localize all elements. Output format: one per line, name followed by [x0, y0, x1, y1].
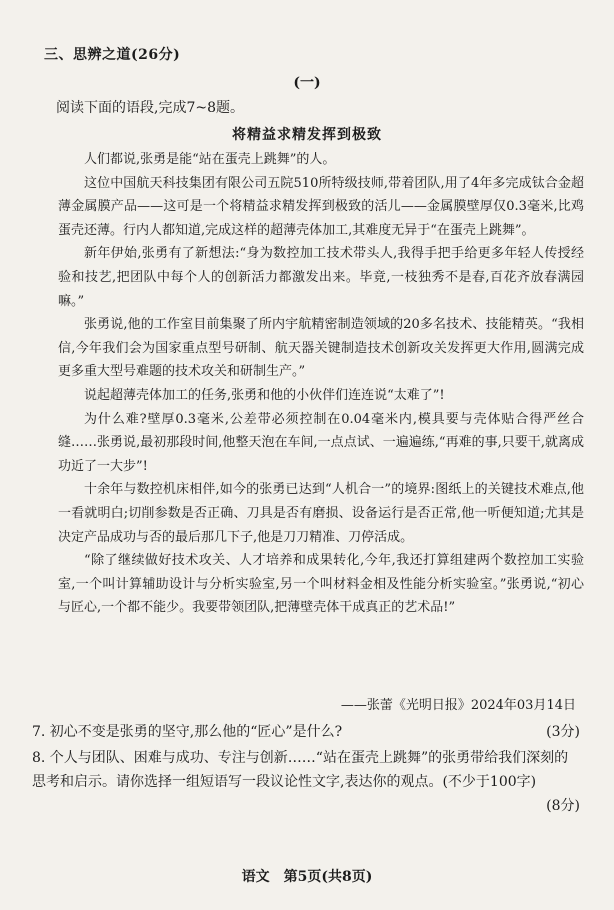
subsection-label: (一) — [293, 75, 321, 91]
article-paragraph: 为什么难?壁厚0.3毫米,公差带必须控制在0.04毫米内,模具要与壳体贴合得严丝合缝……张勇说,最初那段时间,他整天泡在车间,一点点试、一遍遍练,“再难的事,只要干,就离成功近了一大步”! — [58, 411, 584, 474]
article-paragraph: 人们都说,张勇是能“站在蛋壳上跳舞”的人。 — [84, 152, 336, 167]
question-text: 7. 初心不变是张勇的坚守,那么他的“匠心”是什么? — [32, 724, 343, 740]
article-paragraph: “除了继续做好技术攻关、人才培养和成果转化,今年,我还打算组建两个数控加工实验室,一个叫计算辅助设计与分析实验室,另一个叫材料金相及性能分析实验室。”张勇说,“初心与匠心,一个都不能少。我要带领团队,把薄壁壳体干成真正的艺术品!” — [58, 553, 584, 616]
article-paragraph: 新年伊始,张勇有了新想法:“身为数控加工技术带头人,我得手把手给更多年轻人传授经验和技艺,把团队中每个人的创新活力都激发出来。毕竟,一枝独秀不是春,百花齐放春满园嘛。” — [58, 246, 584, 309]
article-body — [58, 148, 584, 620]
article-paragraph: 十余年与数控机床相伴,如今的张勇已达到“人机合一”的境界:图纸上的关键技术难点,他一看就明白;切削参数是否正确、刀具是否有磨损、设备运行是否正常,他一听便知道;尤其是决定产品成功与否的最后那几下子,他是刀刀精准、刀停活成。 — [58, 482, 584, 545]
question-score: (3分) — [546, 724, 580, 740]
article-paragraph: 这位中国航天科技集团有限公司五院510所特级技师,带着团队,用了4年多完成钛合金超薄金属膜产品——这可是一个将精益求精发挥到极致的活儿——金属膜壁厚仅0.3毫米,比鸡蛋壳还薄。行内人都知道,完成这样的超薄壳体加工,其难度无异于“在蛋壳上跳舞”。 — [58, 175, 584, 238]
reading-instruction: 阅读下面的语段,完成7~8题。 — [56, 100, 244, 116]
page-footer: 语文 第5页(共8页) — [241, 869, 373, 885]
article-title: 将精益求精发挥到极致 — [232, 127, 382, 143]
question-score: (8分) — [546, 798, 580, 814]
section-heading: 三、思辨之道(26分) — [44, 47, 181, 63]
article-paragraph: 张勇说,他的工作室目前集聚了所内宇航精密制造领域的20多名技术、技能精英。“我相信,今年我们会为国家重点型号研制、航天器关键制造技术创新攻关发挥更大作用,圆满完成更多重大型号难题的技术攻关和研制生产。” — [58, 317, 584, 380]
article-source: ——张蕾《光明日报》2024年03月14日 — [340, 698, 576, 713]
question-7 — [32, 720, 580, 744]
question-text: 8. 个人与团队、困难与成功、专注与创新……“站在蛋壳上跳舞”的张勇带给我们深刻的思考和启示。请你选择一组短语写一段议论性文字,表达你的观点。(不少于100字) — [32, 750, 569, 790]
question-8 — [32, 746, 580, 818]
article-paragraph: 说起超薄壳体加工的任务,张勇和他的小伙伴们连连说“太难了”! — [84, 387, 445, 403]
